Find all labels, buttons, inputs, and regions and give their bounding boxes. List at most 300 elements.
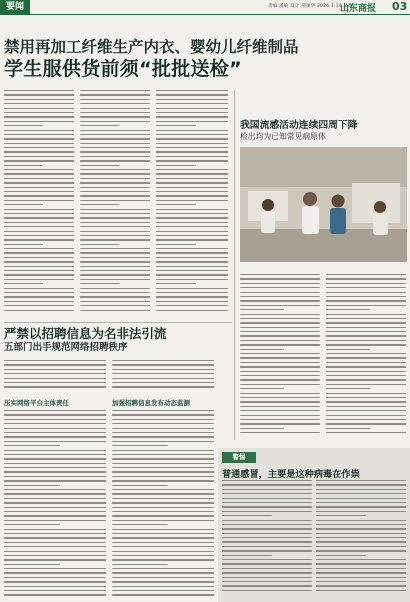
- text-line: [240, 388, 284, 389]
- text-line: [156, 270, 228, 271]
- text-line: [4, 498, 106, 499]
- text-line: [222, 524, 312, 525]
- text-line: [112, 436, 214, 437]
- text-line: [316, 568, 406, 569]
- text-line: [240, 393, 320, 394]
- text-line: [112, 378, 214, 379]
- text-line: [112, 445, 168, 446]
- text-line: [156, 138, 228, 139]
- text-line: [112, 471, 214, 472]
- text-line: [326, 322, 406, 323]
- text-line: [222, 528, 312, 529]
- text-line: [4, 310, 74, 311]
- text-line: [326, 274, 406, 275]
- text-line: [4, 586, 106, 587]
- main-headline-line2: 学生服供货前须“批批送检”: [4, 58, 242, 80]
- text-line: [316, 546, 406, 547]
- main-article-body-col1: [4, 90, 74, 318]
- text-line: [4, 551, 106, 552]
- text-line: [112, 581, 214, 582]
- text-line: [222, 585, 312, 586]
- text-line: [156, 156, 228, 157]
- text-line: [4, 454, 106, 455]
- text-line: [80, 134, 150, 135]
- text-line: [316, 480, 406, 481]
- text-line: [240, 305, 320, 306]
- text-line: [112, 428, 214, 429]
- text-line: [156, 266, 228, 267]
- text-line: [80, 130, 150, 131]
- text-line: [222, 563, 312, 564]
- jobs-article-body-col2: [112, 360, 214, 394]
- text-line: [4, 428, 106, 429]
- text-line: [156, 244, 196, 245]
- text-line: [4, 191, 74, 192]
- text-line: [4, 559, 106, 560]
- text-line: [240, 318, 320, 319]
- text-line: [4, 542, 106, 543]
- text-line: [4, 178, 74, 179]
- text-line: [4, 546, 106, 547]
- text-line: [326, 335, 406, 336]
- text-line: [4, 436, 106, 437]
- text-line: [4, 458, 106, 459]
- text-line: [4, 529, 106, 530]
- text-line: [80, 165, 119, 166]
- text-line: [112, 520, 214, 521]
- text-line: [240, 419, 320, 420]
- text-line: [326, 278, 406, 279]
- text-line: [112, 542, 214, 543]
- text-line: [326, 410, 406, 411]
- text-line: [316, 559, 406, 560]
- text-line: [240, 331, 320, 332]
- text-line: [240, 415, 320, 416]
- text-line: [112, 590, 214, 591]
- text-line: [80, 213, 150, 214]
- text-line: [240, 428, 284, 429]
- section-divider: [4, 322, 232, 323]
- text-line: [156, 288, 228, 289]
- text-line: [326, 423, 406, 424]
- text-line: [326, 305, 406, 306]
- text-line: [4, 476, 106, 477]
- text-line: [326, 375, 406, 376]
- text-line: [80, 279, 150, 280]
- text-line: [156, 108, 228, 109]
- text-line: [80, 191, 150, 192]
- text-line: [156, 187, 228, 188]
- text-line: [316, 528, 406, 529]
- text-line: [112, 546, 214, 547]
- text-line: [112, 467, 214, 468]
- text-line: [326, 318, 406, 319]
- text-line: [326, 353, 406, 354]
- main-headline-line1: 禁用再加工纤维生产内衣、婴幼儿纤维制品: [4, 38, 299, 56]
- text-line: [326, 296, 406, 297]
- jobs-article-body-col2b: [112, 410, 214, 600]
- text-line: [222, 533, 312, 534]
- text-line: [156, 239, 228, 240]
- text-line: [80, 239, 150, 240]
- text-line: [4, 125, 43, 126]
- text-line: [4, 502, 106, 503]
- text-line: [240, 423, 320, 424]
- text-line: [156, 116, 228, 117]
- text-line: [4, 226, 74, 227]
- text-line: [80, 252, 150, 253]
- text-line: [156, 283, 196, 284]
- text-line: [4, 386, 106, 387]
- text-line: [326, 428, 370, 429]
- text-line: [156, 90, 228, 91]
- text-line: [326, 357, 406, 358]
- text-line: [80, 103, 150, 104]
- newspaper-name: 山东商报: [340, 4, 377, 14]
- text-line: [4, 116, 74, 117]
- text-line: [4, 143, 74, 144]
- text-line: [316, 563, 406, 564]
- text-line: [156, 173, 228, 174]
- text-line: [240, 283, 320, 284]
- text-line: [326, 362, 406, 363]
- text-line: [326, 388, 370, 389]
- text-line: [326, 292, 406, 293]
- text-line: [112, 489, 214, 490]
- text-line: [222, 480, 312, 481]
- text-line: [4, 445, 60, 446]
- text-line: [240, 384, 320, 385]
- text-line: [156, 151, 228, 152]
- text-line: [240, 274, 320, 275]
- text-line: [4, 564, 60, 565]
- text-line: [112, 414, 214, 415]
- text-line: [316, 533, 406, 534]
- text-line: [4, 156, 74, 157]
- text-line: [80, 244, 119, 245]
- text-line: [156, 261, 228, 262]
- text-line: [112, 419, 214, 420]
- text-line: [80, 182, 150, 183]
- text-line: [80, 248, 150, 249]
- text-line: [4, 441, 106, 442]
- text-line: [156, 178, 228, 179]
- text-line: [156, 257, 228, 258]
- masthead-meta: 责编:潘敏 设计:郝俊华 2026.1.14 星期三: [268, 4, 358, 9]
- text-line: [80, 187, 150, 188]
- text-line: [240, 397, 320, 398]
- news-photo: [240, 147, 407, 262]
- text-line: [4, 108, 74, 109]
- text-line: [316, 524, 406, 525]
- text-line: [222, 484, 312, 485]
- text-line: [222, 489, 312, 490]
- text-line: [316, 590, 406, 591]
- text-line: [316, 506, 406, 507]
- text-line: [156, 200, 228, 201]
- text-line: [4, 204, 43, 205]
- jobs-subhead-1: 压实网络平台主体责任: [4, 399, 69, 407]
- text-line: [240, 340, 320, 341]
- text-line: [112, 441, 214, 442]
- text-line: [112, 373, 214, 374]
- text-line: [156, 279, 228, 280]
- text-line: [222, 506, 312, 507]
- text-line: [316, 484, 406, 485]
- text-line: [4, 94, 74, 95]
- text-line: [326, 331, 406, 332]
- text-line: [4, 200, 74, 201]
- text-line: [4, 138, 74, 139]
- text-line: [4, 511, 106, 512]
- text-line: [4, 209, 74, 210]
- flu-headline-line1: 我国流感活动连续四周下降: [240, 120, 358, 131]
- text-line: [222, 520, 312, 521]
- text-line: [156, 296, 228, 297]
- text-line: [156, 191, 228, 192]
- text-line: [240, 309, 284, 310]
- text-line: [156, 231, 228, 232]
- text-line: [80, 283, 119, 284]
- text-line: [80, 222, 150, 223]
- text-line: [222, 498, 312, 499]
- text-line: [4, 378, 106, 379]
- text-line: [4, 594, 106, 595]
- text-line: [316, 511, 406, 512]
- text-line: [222, 515, 272, 516]
- text-line: [4, 419, 106, 420]
- text-line: [326, 397, 406, 398]
- jobs-subhead-2: 加强招聘信息发布动态监测: [112, 399, 190, 407]
- text-line: [156, 195, 228, 196]
- text-line: [112, 529, 214, 530]
- text-line: [112, 524, 168, 525]
- text-line: [112, 493, 214, 494]
- text-line: [4, 296, 74, 297]
- text-line: [156, 99, 228, 100]
- text-line: [326, 432, 406, 433]
- text-line: [326, 309, 370, 310]
- text-line: [240, 327, 320, 328]
- text-line: [4, 239, 74, 240]
- text-line: [4, 266, 74, 267]
- text-line: [240, 344, 320, 345]
- text-line: [112, 537, 214, 538]
- text-line: [4, 581, 106, 582]
- text-line: [4, 270, 74, 271]
- text-line: [112, 364, 214, 365]
- text-line: [112, 564, 168, 565]
- text-line: [316, 537, 406, 538]
- jobs-article-body-col1b: [4, 410, 106, 600]
- text-line: [80, 169, 150, 170]
- text-line: [222, 493, 312, 494]
- text-line: [240, 371, 320, 372]
- text-line: [112, 502, 214, 503]
- text-line: [326, 340, 406, 341]
- text-line: [4, 414, 106, 415]
- text-line: [80, 94, 150, 95]
- text-line: [80, 266, 150, 267]
- text-line: [222, 559, 312, 560]
- text-line: [156, 130, 228, 131]
- text-line: [4, 274, 74, 275]
- text-line: [222, 555, 272, 556]
- text-line: [4, 364, 106, 365]
- jobs-headline-line2: 五部门出手规范网络招聘秩序: [4, 342, 128, 353]
- text-line: [240, 300, 320, 301]
- text-line: [112, 498, 214, 499]
- text-line: [4, 305, 74, 306]
- text-line: [4, 222, 74, 223]
- text-line: [240, 366, 320, 367]
- text-line: [156, 182, 228, 183]
- text-line: [316, 498, 406, 499]
- text-line: [156, 235, 228, 236]
- text-line: [4, 90, 74, 91]
- text-line: [80, 235, 150, 236]
- text-line: [156, 165, 196, 166]
- text-line: [112, 386, 214, 387]
- text-line: [112, 555, 214, 556]
- sidebar-badge: 警惕: [222, 452, 256, 463]
- text-line: [240, 406, 320, 407]
- text-line: [326, 419, 406, 420]
- text-line: [222, 546, 312, 547]
- text-line: [112, 568, 214, 569]
- text-line: [80, 305, 150, 306]
- text-line: [80, 138, 150, 139]
- text-line: [240, 401, 320, 402]
- text-line: [4, 463, 106, 464]
- text-line: [4, 489, 106, 490]
- text-line: [4, 572, 106, 573]
- text-line: [4, 450, 106, 451]
- text-line: [4, 288, 74, 289]
- text-line: [80, 204, 119, 205]
- text-line: [4, 173, 74, 174]
- text-line: [4, 360, 106, 361]
- text-line: [4, 103, 74, 104]
- text-line: [4, 261, 74, 262]
- text-line: [326, 366, 406, 367]
- text-line: [4, 169, 74, 170]
- text-line: [156, 134, 228, 135]
- text-line: [80, 217, 150, 218]
- text-line: [80, 173, 150, 174]
- text-line: [4, 410, 106, 411]
- text-line: [4, 520, 106, 521]
- text-line: [112, 458, 214, 459]
- text-line: [4, 217, 74, 218]
- text-line: [240, 375, 320, 376]
- text-line: [222, 572, 312, 573]
- text-line: [4, 432, 106, 433]
- text-line: [80, 226, 150, 227]
- text-line: [156, 121, 228, 122]
- text-line: [80, 270, 150, 271]
- text-line: [240, 278, 320, 279]
- text-line: [4, 555, 106, 556]
- text-line: [316, 577, 406, 578]
- text-line: [4, 231, 74, 232]
- text-line: [156, 147, 228, 148]
- text-line: [222, 502, 312, 503]
- sidebar-title: 普通感冒，主要是这种病毒在作祟: [222, 469, 360, 480]
- text-line: [4, 577, 106, 578]
- text-line: [4, 493, 106, 494]
- text-line: [112, 463, 214, 464]
- text-line: [156, 292, 228, 293]
- text-line: [222, 511, 312, 512]
- text-line: [112, 432, 214, 433]
- text-line: [240, 349, 284, 350]
- text-line: [4, 524, 60, 525]
- text-line: [80, 160, 150, 161]
- text-line: [222, 568, 312, 569]
- flu-article-body-col2: [326, 274, 406, 440]
- text-line: [4, 248, 74, 249]
- text-line: [80, 178, 150, 179]
- text-line: [80, 125, 119, 126]
- text-line: [4, 382, 106, 383]
- text-line: [240, 335, 320, 336]
- text-line: [4, 485, 60, 486]
- text-line: [316, 550, 406, 551]
- text-line: [80, 90, 150, 91]
- text-line: [316, 585, 406, 586]
- text-line: [112, 594, 214, 595]
- text-line: [4, 244, 43, 245]
- text-line: [80, 147, 150, 148]
- text-line: [112, 551, 214, 552]
- text-line: [156, 226, 228, 227]
- text-line: [156, 252, 228, 253]
- text-line: [326, 384, 406, 385]
- text-line: [112, 480, 214, 481]
- text-line: [156, 143, 228, 144]
- column-divider: [234, 90, 235, 440]
- text-line: [80, 195, 150, 196]
- text-line: [326, 287, 406, 288]
- text-line: [156, 222, 228, 223]
- text-line: [240, 314, 320, 315]
- text-line: [4, 279, 74, 280]
- text-line: [156, 310, 228, 311]
- text-line: [156, 217, 228, 218]
- flu-headline-line2: 检出均为已知常见病原体: [240, 132, 326, 141]
- text-line: [316, 572, 406, 573]
- text-line: [326, 406, 406, 407]
- text-line: [4, 373, 106, 374]
- text-line: [4, 134, 74, 135]
- text-line: [4, 301, 74, 302]
- text-line: [80, 143, 150, 144]
- text-line: [80, 156, 150, 157]
- text-line: [240, 410, 320, 411]
- text-line: [4, 257, 74, 258]
- text-line: [112, 360, 214, 361]
- text-line: [240, 357, 320, 358]
- text-line: [4, 112, 74, 113]
- text-line: [316, 493, 406, 494]
- main-article-body-col3: [156, 90, 228, 318]
- text-line: [326, 283, 406, 284]
- text-line: [4, 283, 43, 284]
- text-line: [80, 310, 150, 311]
- text-line: [156, 301, 228, 302]
- text-line: [222, 577, 312, 578]
